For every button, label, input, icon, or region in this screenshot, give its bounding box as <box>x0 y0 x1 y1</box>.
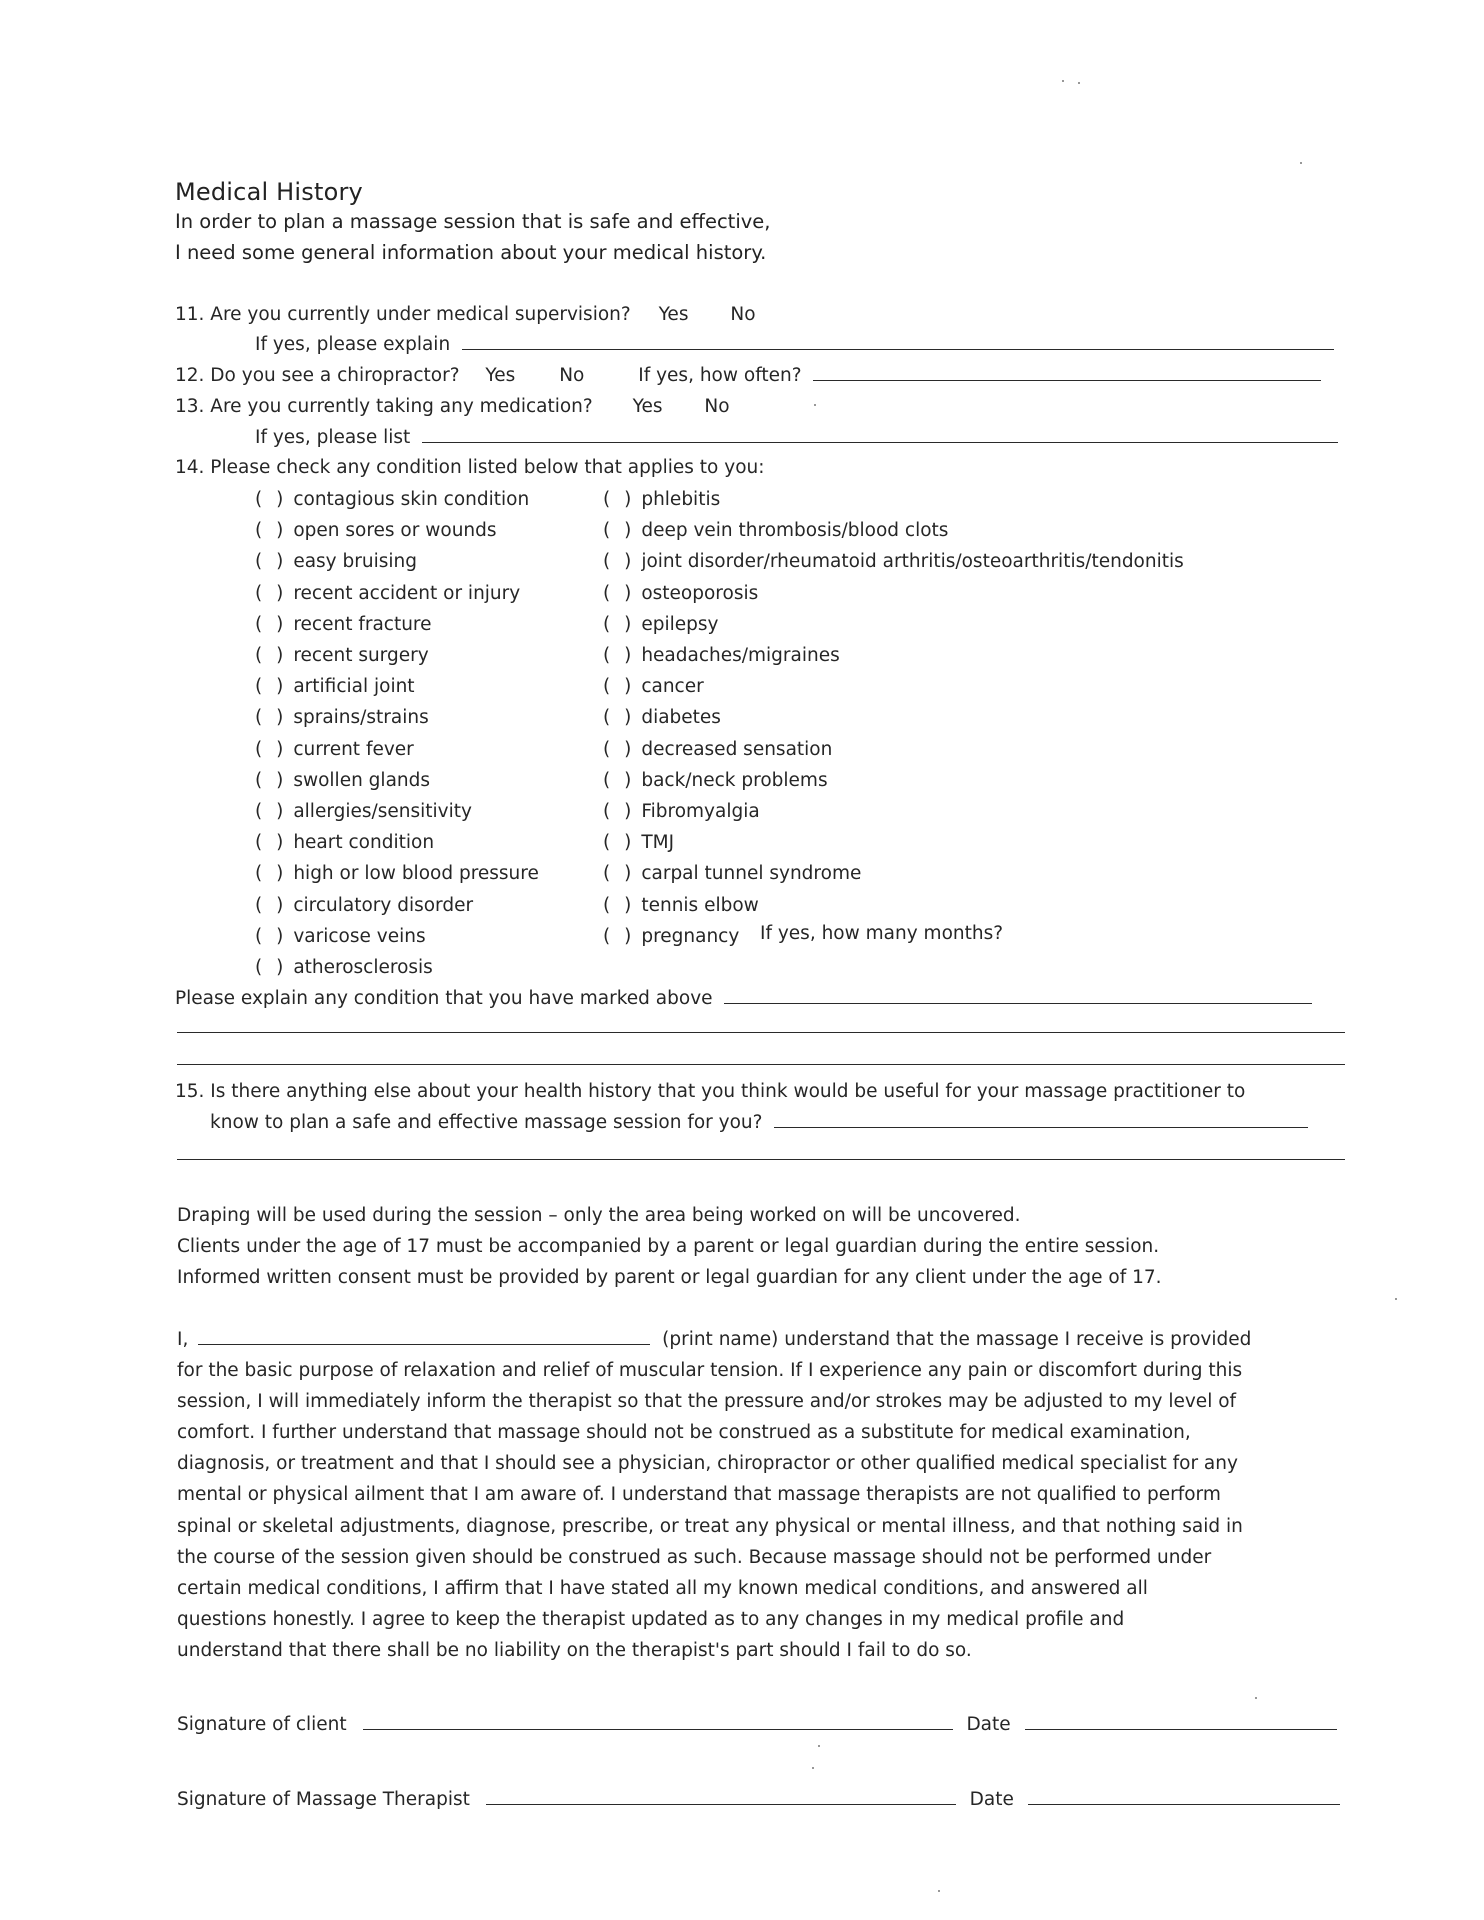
condition-checkbox[interactable]: ( ) <box>603 707 636 729</box>
condition-item[interactable] <box>255 895 473 916</box>
condition-checkbox[interactable]: ( ) <box>255 707 288 729</box>
client-date-label: Date <box>966 1714 1011 1735</box>
scan-speck <box>812 1767 814 1769</box>
question-12 <box>175 365 1321 386</box>
notice-draping: Draping will be used during the session – only the area being worked on will be uncovered. <box>177 1205 1021 1226</box>
scan-speck <box>1062 80 1064 82</box>
condition-checkbox[interactable]: ( ) <box>255 520 288 542</box>
condition-checkbox[interactable]: ( ) <box>603 582 636 604</box>
condition-label: contagious skin condition <box>293 489 530 510</box>
question-13-yes-option[interactable]: Yes <box>632 396 663 417</box>
therapist-signature-field[interactable] <box>486 1804 956 1805</box>
scan-speck <box>938 1890 940 1892</box>
condition-label: circulatory disorder <box>293 894 474 916</box>
condition-checkbox[interactable]: ( ) <box>603 613 636 635</box>
scan-speck <box>1255 1697 1257 1699</box>
condition-checkbox[interactable]: ( ) <box>603 894 636 916</box>
question-12-how-often-field[interactable] <box>813 380 1321 381</box>
scan-speck <box>1395 1298 1397 1300</box>
consent-line-1-suffix: (print name) understand that the massage I receive is provided <box>662 1329 1252 1350</box>
condition-checkbox[interactable]: ( ) <box>255 769 288 791</box>
condition-checkbox[interactable]: ( ) <box>255 738 288 760</box>
notice-minors-consent: Informed written consent must be provided by parent or legal guardian for any client under the age of 17. <box>177 1267 1162 1288</box>
condition-label: recent fracture <box>293 613 432 635</box>
question-11-followup-label: If yes, please explain <box>255 334 451 355</box>
condition-item[interactable] <box>603 583 758 604</box>
condition-label: diabetes <box>641 707 721 729</box>
scan-speck <box>814 404 816 406</box>
condition-item[interactable] <box>603 551 1184 572</box>
condition-item[interactable] <box>603 926 739 947</box>
condition-label: varicose veins <box>293 925 426 947</box>
condition-item[interactable] <box>255 770 430 791</box>
question-13 <box>175 396 730 417</box>
scan-speck <box>1300 162 1302 164</box>
condition-item[interactable] <box>255 645 429 666</box>
condition-label: TMJ <box>641 832 675 854</box>
scan-speck <box>818 1745 820 1747</box>
question-11-followup <box>255 334 1334 355</box>
question-14-label: 14. Please check any condition listed below that applies to you: <box>175 457 765 478</box>
condition-item[interactable] <box>603 739 832 760</box>
consent-line: certain medical conditions, I affirm that I have stated all my known medical conditions, and answered all <box>177 1577 1148 1599</box>
condition-label: phlebitis <box>641 489 721 510</box>
question-12-no-option[interactable]: No <box>559 365 585 386</box>
condition-label: easy bruising <box>293 551 417 573</box>
question-12-label: 12. Do you see a chiropractor? <box>175 365 460 386</box>
consent-line: diagnosis, or treatment and that I should see a physician, chiropractor or other qualified medical specialist for any <box>177 1453 1238 1475</box>
condition-label: cancer <box>641 676 704 698</box>
question-15-line-2 <box>210 1112 1308 1133</box>
intro-line-2: I need some general information about your medical history. <box>175 241 767 264</box>
consent-line: session, I will immediately inform the therapist so that the pressure and/or strokes may be adjusted to my level of <box>177 1391 1237 1413</box>
question-15-answer-field[interactable] <box>774 1127 1308 1128</box>
therapist-signature-label: Signature of Massage Therapist <box>177 1789 470 1810</box>
condition-label: decreased sensation <box>641 738 833 760</box>
condition-checkbox[interactable]: ( ) <box>603 925 636 947</box>
condition-item[interactable] <box>603 707 721 728</box>
condition-label: recent accident or injury <box>293 582 521 604</box>
question-15-label-line-2: know to plan a safe and effective massage session for you? <box>210 1112 763 1133</box>
condition-label: open sores or wounds <box>293 520 497 542</box>
condition-item[interactable] <box>603 832 674 853</box>
consent-line: mental or physical ailment that I am aware of. I understand that massage therapists are not qualified to perform <box>177 1484 1221 1506</box>
consent-line: comfort. I further understand that massage should not be construed as a substitute for medical examination, <box>177 1422 1191 1444</box>
question-13-no-option[interactable]: No <box>704 396 730 417</box>
explain-conditions-field[interactable] <box>724 1003 1312 1004</box>
condition-label: joint disorder/rheumatoid arthritis/osteoarthritis/tendonitis <box>641 551 1184 573</box>
condition-checkbox[interactable]: ( ) <box>603 676 636 698</box>
condition-checkbox[interactable]: ( ) <box>603 489 636 510</box>
condition-item[interactable] <box>255 614 432 635</box>
condition-item[interactable] <box>255 832 434 853</box>
consent-line: understand that there shall be no liability on the therapist's part should I fail to do so. <box>177 1639 972 1661</box>
therapist-date-label: Date <box>969 1789 1014 1810</box>
condition-label: recent surgery <box>293 645 429 666</box>
consent-line: the course of the session given should be construed as such. Because massage should not be performed under <box>177 1546 1212 1568</box>
question-13-medication-list-field[interactable] <box>422 442 1338 443</box>
explain-conditions-line-2[interactable] <box>177 1032 1345 1033</box>
condition-checkbox[interactable]: ( ) <box>603 738 636 760</box>
question-15-answer-line-2[interactable] <box>177 1159 1345 1160</box>
explain-conditions-line-3[interactable] <box>177 1064 1345 1065</box>
condition-label: deep vein thrombosis/blood clots <box>641 520 949 542</box>
condition-label: artificial joint <box>293 676 415 698</box>
condition-label: allergies/sensitivity <box>293 801 472 822</box>
condition-label: epilepsy <box>641 613 719 635</box>
condition-item[interactable] <box>603 489 720 510</box>
explain-conditions <box>175 988 1312 1009</box>
condition-label: tennis elbow <box>641 894 759 916</box>
condition-checkbox[interactable]: ( ) <box>255 801 288 822</box>
consent-prefix: I, <box>177 1329 189 1350</box>
consent-first-line <box>177 1329 1251 1350</box>
condition-checkbox[interactable]: ( ) <box>603 863 636 885</box>
question-12-yes-option[interactable]: Yes <box>485 365 516 386</box>
condition-item[interactable] <box>255 583 520 604</box>
condition-item[interactable] <box>603 520 948 541</box>
condition-item[interactable] <box>603 614 718 635</box>
condition-item[interactable] <box>255 676 415 697</box>
condition-checkbox[interactable]: ( ) <box>603 645 636 666</box>
therapist-date-field[interactable] <box>1028 1804 1340 1805</box>
condition-label: back/neck problems <box>641 769 828 791</box>
condition-checkbox[interactable]: ( ) <box>255 832 288 854</box>
condition-checkbox[interactable]: ( ) <box>255 676 288 698</box>
condition-item[interactable] <box>255 957 433 978</box>
condition-checkbox[interactable]: ( ) <box>255 645 288 666</box>
condition-item[interactable] <box>603 895 759 916</box>
condition-label: carpal tunnel syndrome <box>641 863 862 885</box>
condition-label: heart condition <box>293 832 435 854</box>
condition-item[interactable] <box>255 520 497 541</box>
condition-label: Fibromyalgia <box>641 801 760 822</box>
client-signature-row <box>177 1714 1337 1735</box>
question-11-label: 11. Are you currently under medical supervision? <box>175 304 631 325</box>
condition-label: sprains/strains <box>293 707 429 729</box>
page-title: Medical History <box>175 178 363 206</box>
intro-line-1: In order to plan a massage session that is safe and effective, <box>175 210 771 233</box>
question-13-followup <box>255 427 1338 448</box>
condition-label: swollen glands <box>293 769 431 791</box>
condition-label: pregnancy <box>641 925 740 947</box>
consent-line: spinal or skeletal adjustments, diagnose, prescribe, or treat any physical or mental illness, and that nothing said in <box>177 1515 1243 1537</box>
question-13-label: 13. Are you currently taking any medication? <box>175 396 593 417</box>
condition-label: headaches/migraines <box>641 645 840 666</box>
question-13-followup-label: If yes, please list <box>255 427 411 448</box>
condition-checkbox[interactable]: ( ) <box>255 863 288 885</box>
condition-checkbox[interactable]: ( ) <box>255 925 288 947</box>
condition-checkbox[interactable]: ( ) <box>603 832 636 854</box>
condition-checkbox[interactable]: ( ) <box>255 613 288 635</box>
condition-checkbox[interactable]: ( ) <box>255 894 288 916</box>
condition-checkbox[interactable]: ( ) <box>255 551 288 573</box>
condition-item[interactable] <box>255 551 417 572</box>
condition-item[interactable] <box>603 863 861 884</box>
condition-item[interactable] <box>603 770 828 791</box>
condition-label: atherosclerosis <box>293 957 433 978</box>
condition-checkbox[interactable]: ( ) <box>603 520 636 542</box>
notice-minors-accompanied: Clients under the age of 17 must be accompanied by a parent or legal guardian during the entire session. <box>177 1236 1160 1257</box>
question-12-followup-label: If yes, how often? <box>638 365 802 386</box>
condition-item[interactable] <box>255 926 426 947</box>
condition-checkbox[interactable]: ( ) <box>603 551 636 573</box>
therapist-signature-row <box>177 1789 1340 1810</box>
condition-checkbox[interactable]: ( ) <box>255 957 288 978</box>
condition-item[interactable] <box>255 489 529 510</box>
print-name-field[interactable] <box>198 1344 650 1345</box>
client-signature-label: Signature of client <box>177 1714 347 1735</box>
consent-line: for the basic purpose of relaxation and relief of muscular tension. If I experience any pain or discomfort during this <box>177 1360 1243 1381</box>
consent-line: questions honestly. I agree to keep the therapist updated as to any changes in my medical profile and <box>177 1608 1125 1630</box>
question-11-no-option[interactable]: No <box>730 304 756 325</box>
question-15-label-line-1: 15. Is there anything else about your health history that you think would be useful for your massage practitioner to <box>175 1081 1246 1102</box>
condition-checkbox[interactable]: ( ) <box>603 801 636 822</box>
condition-checkbox[interactable]: ( ) <box>255 489 288 510</box>
condition-label: current fever <box>293 738 414 760</box>
explain-conditions-label: Please explain any condition that you have marked above <box>175 988 713 1009</box>
condition-item[interactable] <box>255 801 472 822</box>
condition-item[interactable] <box>603 645 840 666</box>
condition-checkbox[interactable]: ( ) <box>603 769 636 791</box>
question-11-yes-option[interactable]: Yes <box>658 304 689 325</box>
pregnancy-months-question: If yes, how many months? <box>760 923 1004 944</box>
question-11-explain-field[interactable] <box>462 349 1334 350</box>
condition-checkbox[interactable]: ( ) <box>255 582 288 604</box>
condition-item[interactable] <box>255 707 429 728</box>
condition-item[interactable] <box>255 739 414 760</box>
condition-label: osteoporosis <box>641 582 759 604</box>
client-date-field[interactable] <box>1025 1729 1337 1730</box>
scan-speck <box>1078 82 1080 84</box>
condition-label: high or low blood pressure <box>293 863 539 885</box>
condition-item[interactable] <box>603 676 704 697</box>
condition-item[interactable] <box>255 863 539 884</box>
condition-item[interactable] <box>603 801 760 822</box>
question-11 <box>175 304 756 325</box>
client-signature-field[interactable] <box>363 1729 953 1730</box>
